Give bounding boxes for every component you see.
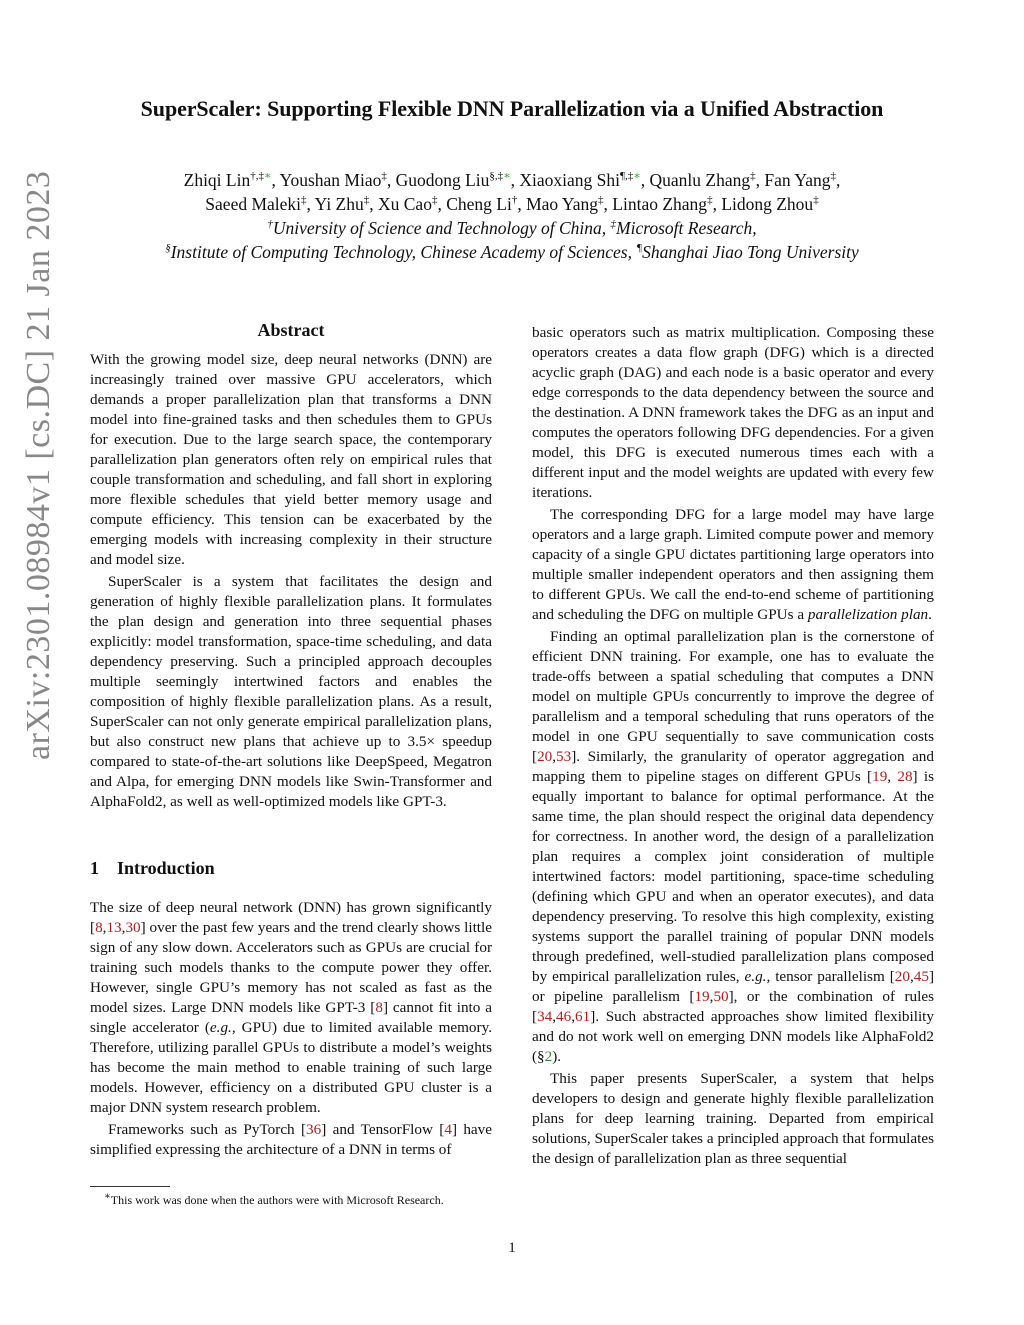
affiliation: University of Science and Technology of China, [272, 218, 611, 238]
author: Lidong Zhou [721, 194, 814, 214]
author-line-2: Saeed Maleki‡, Yi Zhu‡, Xu Cao‡, Cheng Li†, Mao Yang‡, Lintao Zhang‡, Lidong Zhou‡ [205, 194, 819, 214]
footnote-mark: ∗ [104, 1191, 111, 1202]
author: Guodong Liu [395, 170, 490, 190]
paper-title: SuperScaler: Supporting Flexible DNN Parallelization via a Unified Abstraction [140, 96, 884, 121]
author-star: ∗ [633, 170, 641, 183]
intro-paragraph: Finding an optimal parallelization plan is the cornerstone of efficient DNN training. For example, one has to evaluate the trade-offs between a spatial scheduling that computes a DNN model on multiple GPUs concurrently to improve the degree of parallelism and a temporal scheduling that runs operators of the model in one GPU sequentially to save communication costs [20,53]. Similarly, the granularity of operator aggregation and mapping them to pipeline stages on different GPUs [19, 28] is equally important to balance for optimal performance. At the same time, the plan should respect the original data dependency for correctness. In another word, the design of a parallelization plan requires a complex joint consideration of multiple intertwined factors: model partitioning, space-time scheduling (defining which GPU and when an operator executes), and data dependency preserving. To resolve this high complexity, existing systems support the parallel training of popular DNN models through predefined, well-studied parallelization plans composed by empirical parallelization rules, e.g., tensor parallelism [20,45] or pipeline parallelism [19,50], or the combination of rules [34,46,61]. Such abstracted approaches show limited flexibility and do not work well on emerging DNN models like AlphaFold2 (§2). [532, 628, 935, 1065]
text-run: e.g., [744, 968, 771, 985]
intro-paragraph: basic operators such as matrix multiplication. Composing these operators creates a data flow graph (DFG) which is a directed acyclic graph (DAG) and each node is a basic operator and every edge corresponds to the data dependency between the source and the destination. A DNN framework takes the DFG as an input and computes the operators following DFG dependencies. For a given model, this DFG is executed numerous times each with a different input and the model weights are updated with every few iterations. [532, 324, 934, 501]
citation-link[interactable]: 50 [713, 988, 729, 1005]
text-run: . [928, 606, 932, 623]
citation-link[interactable]: 20 [537, 748, 553, 765]
text-run: Finding an optimal parallelization plan is the cornerstone of efficient DNN training. For example, one has to evaluate the trade-offs between a spatial scheduling that computes a DNN model on multiple GPUs concurrently to improve the degree of parallelism and a temporal scheduling that runs operators of the model in one GPU sequentially to save communication costs [ [532, 628, 934, 765]
affiliation-line-2 [60, 240, 964, 264]
citation-link[interactable]: 8 [95, 919, 103, 936]
author: Cheng Li [446, 194, 512, 214]
citation-link[interactable]: 53 [556, 748, 572, 765]
abstract-body [90, 350, 492, 814]
affiliation-mark: † [267, 218, 273, 231]
text-run: ] cannot fit into a single accelerator ( [90, 999, 492, 1036]
citation-link[interactable]: 19 [694, 988, 710, 1005]
text-run: ]. Such abstracted approaches show limited flexibility and do not work well on emerging DNN models like AlphaFold2 (§ [532, 1008, 934, 1065]
affiliation-mark: § [165, 242, 171, 255]
author-mark: ‡ [750, 170, 756, 183]
citation-link[interactable]: 61 [575, 1008, 591, 1025]
author-star: ∗ [263, 170, 272, 183]
text-run: parallelization plan [807, 606, 929, 623]
intro-paragraph: This paper presents SuperScaler, a system that helps developers to design and generate highly flexible parallelization plans for deep learning training. Departed from empirical solutions, SuperScaler takes a principled approach that formulates the design of parallelization plan as three sequential [532, 1070, 934, 1167]
citation-link[interactable]: 34 [537, 1008, 553, 1025]
affiliation: Shanghai Jiao Tong University [642, 242, 859, 262]
author-mark: ¶,‡ [620, 170, 634, 183]
author-mark: ‡ [813, 194, 819, 207]
author-mark: ‡ [598, 194, 604, 207]
author: Mao Yang [526, 194, 599, 214]
author-line-1: Zhiqi Lin†,‡∗, Youshan Miao‡, Guodong Liu§,‡∗, Xiaoxiang Shi¶,‡∗, Quanlu Zhang‡, Fan Yang‡, [183, 170, 841, 190]
section-link[interactable]: 2 [544, 1048, 553, 1065]
page-number: 1 [508, 1240, 516, 1256]
right-column [532, 323, 934, 1171]
author: Saeed Maleki [205, 194, 302, 214]
author: Quanlu Zhang [649, 170, 751, 190]
author-block [60, 168, 964, 264]
intro-body [90, 898, 492, 1162]
citation-link[interactable]: 20 [894, 968, 910, 985]
text-run: The corresponding DFG for a large model may have large operators and a large graph. Limited compute power and memory capacity of a single GPU dictates partitioning large operators into multiple smaller independent operators and then assigning them to different GPUs. We call the end-to-end scheme of partitioning and scheduling the DFG on multiple GPUs a [532, 506, 934, 623]
author: Youshan Miao [279, 170, 382, 190]
author-mark: ‡ [301, 194, 307, 207]
section-heading [90, 858, 215, 879]
text-run: ] or pipeline parallelism [ [532, 968, 935, 1005]
author: Xiaoxiang Shi [519, 170, 621, 190]
author: Xu Cao [378, 194, 432, 214]
text-run: ] and TensorFlow [ [321, 1121, 445, 1138]
abstract-heading: Abstract [257, 320, 325, 340]
author-mark: §,‡ [489, 170, 504, 183]
citation-link[interactable]: 28 [897, 768, 913, 785]
author-mark: ‡ [830, 170, 836, 183]
intro-paragraph: The size of deep neural network (DNN) has grown significantly [8,13,30] over the past few years and the trend clearly shows little sign of any slow down. Accelerators such as GPUs are crucial for training such models thanks to the compute power they offer. However, single GPU’s memory has not scaled as fast as the model sizes. Large DNN models like GPT-3 [8] cannot fit into a single accelerator (e.g., GPU) due to limited available memory. Therefore, utilizing parallel GPUs to distribute a model’s weights has become the main method to enable training of such large models. However, efficiency on a distributed GPU cluster is a major DNN system research problem. [90, 899, 492, 1116]
author-mark: ‡ [431, 194, 438, 207]
author-mark: ‡ [363, 194, 370, 207]
author: Zhiqi Lin [183, 170, 251, 190]
citation-link[interactable]: 4 [444, 1121, 452, 1138]
text-run: ]. Similarly, the granularity of operator aggregation and mapping them to pipeline stages on different GPUs [ [532, 748, 934, 785]
affiliation: Institute of Computing Technology, Chinese Academy of Sciences, [170, 242, 637, 262]
author: Yi Zhu [314, 194, 364, 214]
citation-link[interactable]: 19 [872, 768, 888, 785]
affiliation-line-1 [60, 216, 964, 240]
footnote [104, 1191, 444, 1208]
text-run: Frameworks such as PyTorch [ [108, 1121, 307, 1138]
author-star: ∗ [503, 170, 511, 183]
author-mark: †,‡ [250, 170, 264, 183]
arxiv-id: arXiv:2301.08984v1 [cs.DC] 21 Jan 2023 [20, 170, 57, 760]
citation-link[interactable]: 45 [913, 968, 929, 985]
author: Lintao Zhang [612, 194, 708, 214]
section-title: Introduction [117, 858, 215, 878]
abstract-paragraph: With the growing model size, deep neural networks (DNN) are increasingly trained over massive GPU accelerators, which demands a proper parallelization plan that transforms a DNN model into fine-grained tasks and then schedules them to GPUs for execution. Due to the large search space, the contemporary parallelization plan generators often rely on empirical rules that couple transformation and scheduling, and fall short in exploring more flexible schedules that yield better memory usage and compute efficiency. This tension can be exacerbated by the emerging models with increasing complexity in their structure and model size. [90, 351, 492, 568]
author-mark: ‡ [707, 194, 713, 207]
abstract-paragraph: SuperScaler is a system that facilitates the design and generation of highly flexible parallelization plans. It formulates the plan design and generation into three sequential phases explicitly: model transformation, space-time scheduling, and data dependency preserving. Such a principled approach decouples multiple seemingly intertwined factors and enables the composition of highly flexible parallelization plans. As a result, SuperScaler can not only generate empirical parallelization plans, but also construct new plans that achieve up to 3.5× speedup compared to state-of-the-art solutions like DeepSpeed, Megatron and Alpa, for emerging DNN models like Swin-Transformer and AlphaFold2, as well as well-optimized models like GPT-3. [90, 573, 492, 810]
text-run: tensor parallelism [ [770, 968, 895, 985]
author-mark: ‡ [381, 170, 387, 183]
affiliation-mark: ¶ [636, 242, 643, 255]
text-run: ] is equally important to balance for optimal performance. At the same time, the plan should respect the original data dependency for correctness. In another word, the design of a parallelization plan requires a complex joint consideration of multiple intertwined factors: model partitioning, space-time scheduling (defining which GPU and when an operator executes), and data dependency preserving. To resolve this high complexity, existing systems support the parallel training of popular DNN models through predefined, well-studied parallelization plans composed by empirical parallelization rules, [532, 768, 935, 985]
citation-link[interactable]: 13 [106, 919, 122, 936]
intro-paragraph [90, 1120, 492, 1160]
text-run: ], or the combination of rules [ [532, 988, 935, 1025]
section-number: 1 [90, 858, 99, 878]
footnote-rule [90, 1186, 170, 1187]
text-run: ). [552, 1048, 562, 1065]
text-run: ] over the past few years and the trend clearly shows little sign of any slow down. Accelerators such as GPUs are crucial for training such models thanks to the compute power they offer. However, single GPU’s memory has not scaled as fast as the model sizes. Large DNN models like GPT-3 [ [90, 919, 492, 1016]
text-run: ] have simplified expressing the architecture of a DNN in terms of [90, 1121, 492, 1158]
citation-link[interactable]: 8 [375, 999, 383, 1016]
footnote-text: This work was done when the authors were with Microsoft Research. [110, 1193, 444, 1207]
affiliation-mark: ‡ [610, 218, 616, 231]
affiliation: Microsoft Research, [616, 218, 757, 238]
text-run: The size of deep neural network (DNN) has grown significantly [ [90, 899, 492, 936]
citation-link[interactable]: 46 [556, 1008, 572, 1025]
intro-paragraph [532, 505, 934, 625]
citation-link[interactable]: 30 [125, 919, 141, 936]
author: Fan Yang [764, 170, 831, 190]
text-run: GPU) due to limited available memory. Therefore, utilizing parallel GPUs to distribute a model’s weights has become the main method to enable training of such large models. However, efficiency on a distributed GPU cluster is a major DNN system research problem. [90, 1019, 492, 1116]
text-run: e.g., [209, 1019, 236, 1036]
author-mark: † [511, 194, 518, 207]
citation-link[interactable]: 36 [306, 1121, 322, 1138]
